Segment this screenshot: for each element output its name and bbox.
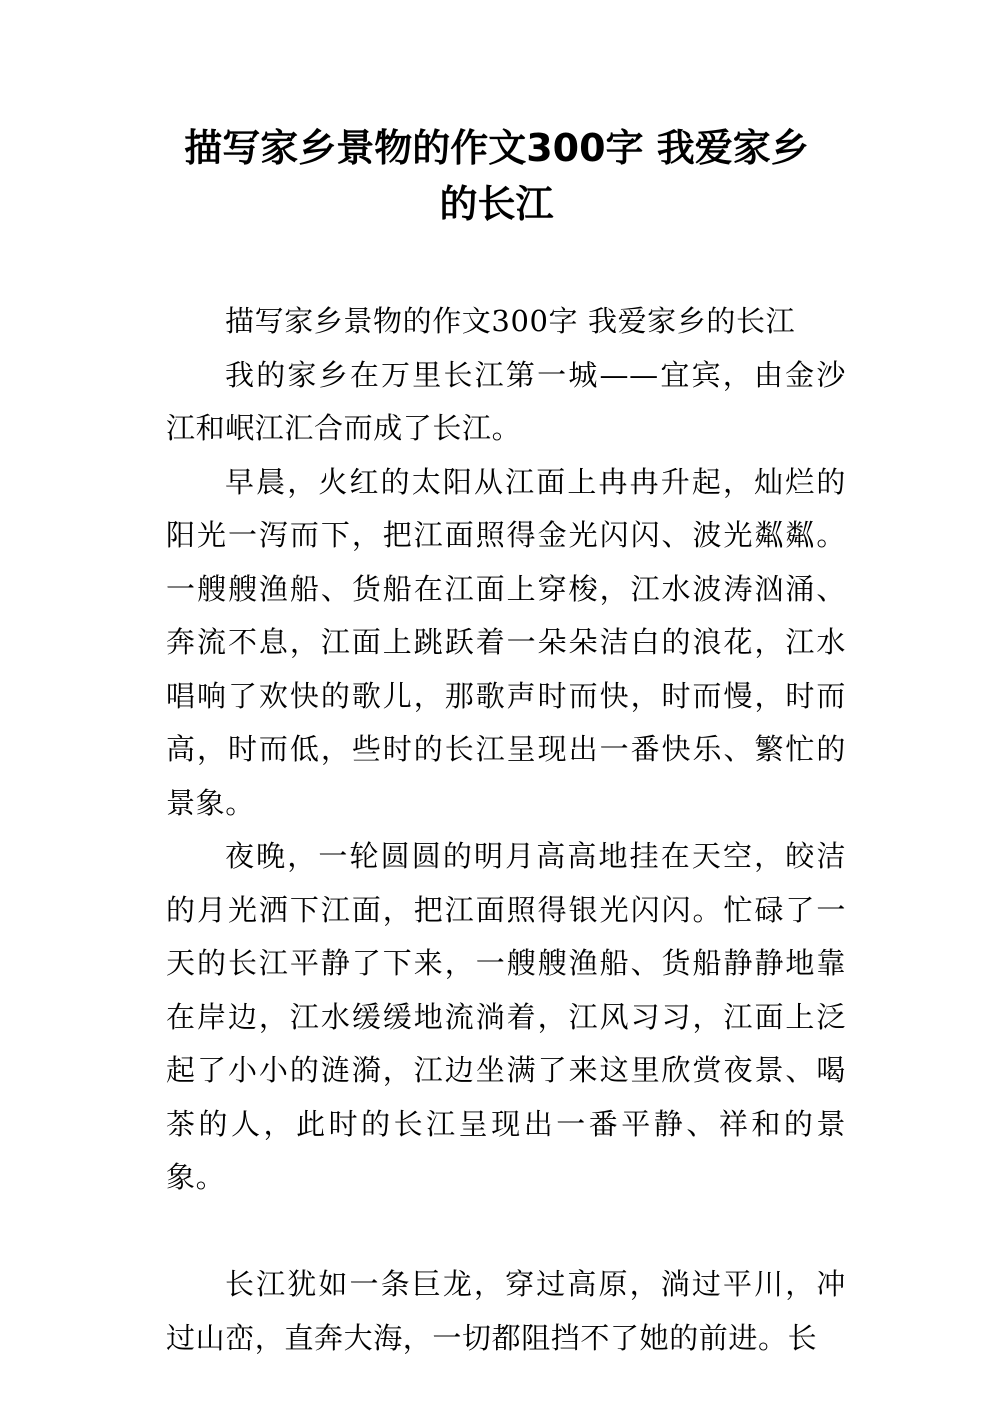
paragraph-intro: 我的家乡在万里长江第一城——宜宾，由金沙江和岷江汇合而成了长江。: [166, 357, 846, 445]
title-line-2: 的长江: [439, 182, 554, 226]
document-title: [120, 120, 873, 232]
paragraph-morning: 早晨，火红的太阳从江面上冉冉升起，灿烂的阳光一泻而下，把江面照得金光闪闪、波光粼粼。一艘艘渔船、货船在江面上穿梭，江水波涛汹涌、奔流不息，江面上跳跃着一朵朵洁白的浪花，江水唱响了欢快的歌儿，那歌声时而快，时而慢，时而高，时而低，些时的长江呈现出一番快乐、繁忙的景象。: [166, 464, 846, 820]
paragraph-subtitle: 描写家乡景物的作文300字 我爱家乡的长江: [225, 304, 796, 338]
paragraph-spacer: [166, 1205, 846, 1259]
paragraph-dragon: 长江犹如一条巨龙，穿过高原，淌过平川，冲过山峦，直奔大海，一切都阻挡不了她的前进。长: [166, 1267, 846, 1355]
paragraph-night: 夜晚，一轮圆圆的明月高高地挂在天空，皎洁的月光洒下江面，把江面照得银光闪闪。忙碌了一天的长江平静了下来，一艘艘渔船、货船静静地靠在岸边，江水缓缓地流淌着，江风习习，江面上泛起了小小的涟漪，江边坐满了来这里欣赏夜景、喝茶的人，此时的长江呈现出一番平静、祥和的景象。: [166, 839, 846, 1194]
title-line-1: 描写家乡景物的作文300字 我爱家乡: [184, 126, 809, 170]
document-body: [166, 295, 846, 1365]
